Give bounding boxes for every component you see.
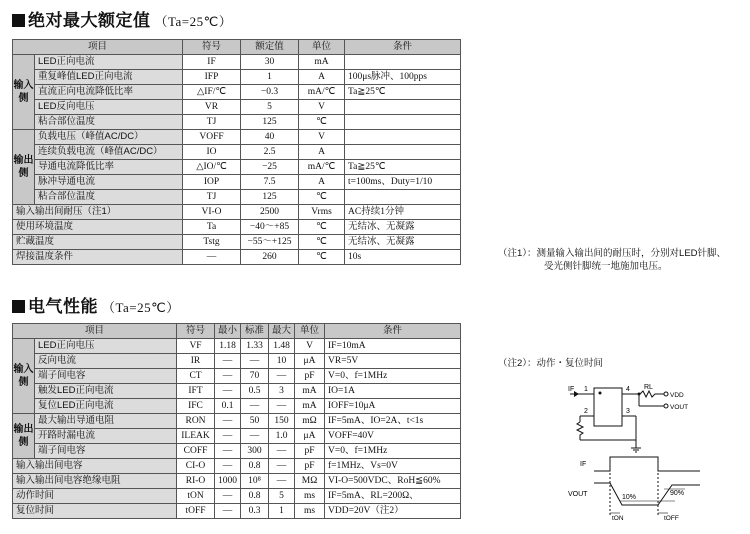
note-1-line-1: 测量输入输出间的耐压时，分别对LED针脚、 [536, 248, 727, 259]
value-cell: μA [295, 354, 325, 369]
condition-cell: V=0、f=1MHz [325, 369, 461, 384]
header-unit: 单位 [295, 324, 325, 339]
table-row [13, 444, 461, 459]
item-cell: LED正向电压 [35, 339, 177, 354]
value-cell: △IF/℃ [183, 85, 241, 100]
label-pin1: 1 [584, 386, 588, 393]
label-10pct: 10% [622, 494, 637, 501]
label-if: IF [568, 386, 575, 393]
label-ton: tON [612, 515, 624, 521]
value-cell: 70 [241, 369, 269, 384]
condition-cell [345, 115, 461, 130]
item-cell: 脉冲导通电流 [35, 175, 183, 190]
value-cell: — [215, 504, 241, 519]
value-cell: 0.5 [241, 384, 269, 399]
value-cell: V [299, 100, 345, 115]
section-title-condition: （Ta=25℃） [102, 300, 180, 315]
condition-cell: AC持续1分钟 [345, 205, 461, 220]
value-cell: −40～+85 [241, 220, 299, 235]
note-1 [498, 247, 726, 273]
condition-cell: t=100ms、Duty=1/10 [345, 175, 461, 190]
table-row [13, 354, 461, 369]
item-cell: 使用环境温度 [13, 220, 183, 235]
value-cell: 10 [269, 354, 295, 369]
value-cell: 0.1 [215, 399, 241, 414]
value-cell: CI-O [177, 459, 215, 474]
value-cell: 40 [241, 130, 299, 145]
item-cell: 触发LED正向电流 [35, 384, 177, 399]
item-cell: 端子间电容 [35, 369, 177, 384]
value-cell: — [269, 459, 295, 474]
value-cell: −25 [241, 160, 299, 175]
value-cell: COFF [177, 444, 215, 459]
table-row [13, 489, 461, 504]
item-cell: 最大输出导通电阻 [35, 414, 177, 429]
value-cell: ILEAK [177, 429, 215, 444]
table-row [13, 414, 461, 429]
item-cell: 开路时漏电流 [35, 429, 177, 444]
label-vout: VOUT [670, 404, 689, 411]
label-toff: tOFF [664, 515, 679, 521]
value-cell: ℃ [299, 235, 345, 250]
group-label-output: 输出侧 [13, 130, 35, 205]
value-cell: V [295, 339, 325, 354]
header-symbol: 符号 [183, 40, 241, 55]
header-typ: 标准 [241, 324, 269, 339]
label-90pct: 90% [670, 490, 685, 497]
value-cell: RI-O [177, 474, 215, 489]
value-cell: mA/℃ [299, 160, 345, 175]
value-cell: mA/℃ [299, 85, 345, 100]
label-pin2: 2 [584, 408, 588, 415]
value-cell: — [269, 444, 295, 459]
table-row [13, 85, 461, 100]
item-cell: 重复峰值LED正向电流 [35, 70, 183, 85]
value-cell: 1.0 [269, 429, 295, 444]
value-cell: VOFF [183, 130, 241, 145]
value-cell: mΩ [295, 414, 325, 429]
timing-label-if: IF [580, 461, 587, 468]
table-row [13, 250, 461, 265]
value-cell: — [241, 354, 269, 369]
table-row [13, 235, 461, 250]
value-cell: 0.8 [241, 489, 269, 504]
item-cell: 输入输出间电容绝缘电阻 [13, 474, 177, 489]
header-symbol: 符号 [177, 324, 215, 339]
header-min: 最小 [215, 324, 241, 339]
table-row [13, 160, 461, 175]
table-row [13, 384, 461, 399]
timing-label-vout: VOUT [568, 491, 588, 498]
section-title-condition: （Ta=25℃） [154, 14, 233, 29]
header-item: 项目 [13, 40, 183, 55]
value-cell: Vrms [299, 205, 345, 220]
value-cell: CT [177, 369, 215, 384]
value-cell: — [215, 444, 241, 459]
square-bullet-icon [12, 300, 25, 313]
group-label-output: 输出侧 [13, 414, 35, 459]
square-bullet-icon [12, 14, 25, 27]
value-cell: — [183, 250, 241, 265]
value-cell: 0.8 [241, 459, 269, 474]
item-cell: 复位LED正向电流 [35, 399, 177, 414]
value-cell: −0.3 [241, 85, 299, 100]
value-cell: A [299, 70, 345, 85]
item-cell: 输入输出间耐压（注1） [13, 205, 183, 220]
condition-cell [345, 55, 461, 70]
value-cell: — [269, 399, 295, 414]
if-waveform [594, 457, 700, 471]
value-cell: tOFF [177, 504, 215, 519]
value-cell: V [299, 130, 345, 145]
value-cell: 1 [241, 70, 299, 85]
value-cell: VI-O [183, 205, 241, 220]
condition-cell: IOFF=10μA [325, 399, 461, 414]
note-1-label: （注1）： [498, 248, 537, 259]
table-row [13, 70, 461, 85]
value-cell: 7.5 [241, 175, 299, 190]
value-cell: 5 [241, 100, 299, 115]
item-cell: LED反向电压 [35, 100, 183, 115]
header-item: 项目 [13, 324, 177, 339]
value-cell: Tstg [183, 235, 241, 250]
value-cell: A [299, 145, 345, 160]
header-condition: 条件 [325, 324, 461, 339]
value-cell: pF [295, 369, 325, 384]
value-cell: — [215, 489, 241, 504]
table-row [13, 145, 461, 160]
value-cell: ℃ [299, 115, 345, 130]
item-cell: 负载电压（峰值AC/DC） [35, 130, 183, 145]
condition-cell: f=1MHz、Vs=0V [325, 459, 461, 474]
value-cell: A [299, 175, 345, 190]
value-cell: VF [177, 339, 215, 354]
value-cell: ℃ [299, 250, 345, 265]
value-cell: 2500 [241, 205, 299, 220]
value-cell: pF [295, 444, 325, 459]
table-row [13, 474, 461, 489]
section-title-electrical [12, 292, 180, 317]
item-cell: 动作时间 [13, 489, 177, 504]
pin1-dot [599, 392, 602, 395]
absolute-max-ratings-table [12, 39, 461, 265]
table-row [13, 429, 461, 444]
load-resistor-icon [640, 391, 664, 397]
label-pin4: 4 [626, 386, 630, 393]
item-cell: 导通电流降低比率 [35, 160, 183, 175]
value-cell: RON [177, 414, 215, 429]
condition-cell: IF=10mA [325, 339, 461, 354]
value-cell: — [215, 459, 241, 474]
table-row [13, 399, 461, 414]
value-cell: 3 [269, 384, 295, 399]
value-cell: VR [183, 100, 241, 115]
condition-cell: Ta≧25℃ [345, 85, 461, 100]
value-cell: 1000 [215, 474, 241, 489]
table-row [13, 190, 461, 205]
group-label-input: 输入侧 [13, 55, 35, 130]
value-cell: ms [295, 504, 325, 519]
label-rl: RL [644, 384, 653, 391]
condition-cell: 10s [345, 250, 461, 265]
item-cell: LED正向电流 [35, 55, 183, 70]
item-cell: 直流正向电流降低比率 [35, 85, 183, 100]
condition-cell: V=0、f=1MHz [325, 444, 461, 459]
value-cell: IFC [177, 399, 215, 414]
value-cell: IR [177, 354, 215, 369]
value-cell: — [269, 474, 295, 489]
table-row [13, 369, 461, 384]
value-cell: mA [295, 384, 325, 399]
value-cell: — [215, 429, 241, 444]
item-cell: 贮藏温度 [13, 235, 183, 250]
condition-cell [345, 130, 461, 145]
note-2-text: （注2）：动作・复位时间 [498, 358, 604, 369]
value-cell: 0.3 [241, 504, 269, 519]
condition-cell: Ta≧25℃ [345, 160, 461, 175]
condition-cell [345, 100, 461, 115]
condition-cell [345, 190, 461, 205]
value-cell: — [215, 369, 241, 384]
item-cell: 粘合部位温度 [35, 190, 183, 205]
item-cell: 端子间电容 [35, 444, 177, 459]
value-cell: IFP [183, 70, 241, 85]
value-cell: 300 [241, 444, 269, 459]
condition-cell: 无结冰、无凝露 [345, 235, 461, 250]
table-row [13, 100, 461, 115]
section-title-absolute-max [12, 6, 232, 31]
value-cell: 30 [241, 55, 299, 70]
table-row [13, 175, 461, 190]
condition-cell: VOFF=40V [325, 429, 461, 444]
table-row [13, 130, 461, 145]
value-cell: IFT [177, 384, 215, 399]
header-unit: 单位 [299, 40, 345, 55]
input-resistor-icon [577, 422, 583, 440]
value-cell: — [215, 384, 241, 399]
item-cell: 连续负载电流（峰值AC/DC） [35, 145, 183, 160]
condition-cell: 100μs脉冲、100pps [345, 70, 461, 85]
value-cell: — [269, 369, 295, 384]
table-row [13, 220, 461, 235]
value-cell: IF [183, 55, 241, 70]
value-cell: MΩ [295, 474, 325, 489]
section-title-text: 电气性能 [28, 297, 98, 317]
item-cell: 输入输出间电容 [13, 459, 177, 474]
header-rating: 额定值 [241, 40, 299, 55]
vdd-terminal [664, 392, 668, 396]
value-cell: — [215, 354, 241, 369]
value-cell: 1.18 [215, 339, 241, 354]
relay-body [594, 388, 622, 426]
value-cell: 1.48 [269, 339, 295, 354]
value-cell: 125 [241, 190, 299, 205]
value-cell: 125 [241, 115, 299, 130]
value-cell: TJ [183, 115, 241, 130]
value-cell: 1.33 [241, 339, 269, 354]
note-1-line-2: 受光侧针脚统一地施加电压。 [544, 261, 668, 272]
value-cell: — [215, 414, 241, 429]
value-cell: △IO/℃ [183, 160, 241, 175]
header-condition: 条件 [345, 40, 461, 55]
value-cell: tON [177, 489, 215, 504]
table-row [13, 459, 461, 474]
value-cell: 2.5 [241, 145, 299, 160]
value-cell: −55～+125 [241, 235, 299, 250]
value-cell: TJ [183, 190, 241, 205]
value-cell: 5 [269, 489, 295, 504]
item-cell: 粘合部位温度 [35, 115, 183, 130]
value-cell: 260 [241, 250, 299, 265]
note-2 [498, 357, 603, 370]
value-cell: pF [295, 459, 325, 474]
value-cell: μA [295, 429, 325, 444]
condition-cell: 无结冰、无凝露 [345, 220, 461, 235]
value-cell: mA [295, 399, 325, 414]
value-cell: — [241, 399, 269, 414]
table-row [13, 504, 461, 519]
item-cell: 焊接温度条件 [13, 250, 183, 265]
condition-cell: IF=5mA、RL=200Ω、 [325, 489, 461, 504]
value-cell: ms [295, 489, 325, 504]
condition-cell: VI-O=500VDC、RoH≦60% [325, 474, 461, 489]
value-cell: ℃ [299, 220, 345, 235]
condition-cell: IO=1A [325, 384, 461, 399]
label-pin3: 3 [626, 408, 630, 415]
timing-diagram [560, 455, 710, 521]
value-cell: Ta [183, 220, 241, 235]
condition-cell: IF=5mA、IO=2A、t<1s [325, 414, 461, 429]
group-label-input: 输入侧 [13, 339, 35, 414]
vout-terminal [664, 404, 668, 408]
section-title-text: 绝对最大额定值 [28, 11, 151, 31]
test-circuit-diagram [560, 380, 700, 455]
value-cell: 50 [241, 414, 269, 429]
header-max: 最大 [269, 324, 295, 339]
table-row [13, 55, 461, 70]
condition-cell: VR=5V [325, 354, 461, 369]
value-cell: IO [183, 145, 241, 160]
label-vdd: VDD [670, 392, 684, 399]
value-cell: 10⁸ [241, 474, 269, 489]
table-row [13, 205, 461, 220]
condition-cell [345, 145, 461, 160]
value-cell: IOP [183, 175, 241, 190]
electrical-characteristics-table [12, 323, 461, 519]
if-arrow-icon [574, 391, 579, 397]
table-row [13, 339, 461, 354]
value-cell: 150 [269, 414, 295, 429]
table-row [13, 115, 461, 130]
value-cell: mA [299, 55, 345, 70]
item-cell: 复位时间 [13, 504, 177, 519]
item-cell: 反向电流 [35, 354, 177, 369]
value-cell: 1 [269, 504, 295, 519]
condition-cell: VDD=20V（注2） [325, 504, 461, 519]
value-cell: — [241, 429, 269, 444]
value-cell: ℃ [299, 190, 345, 205]
